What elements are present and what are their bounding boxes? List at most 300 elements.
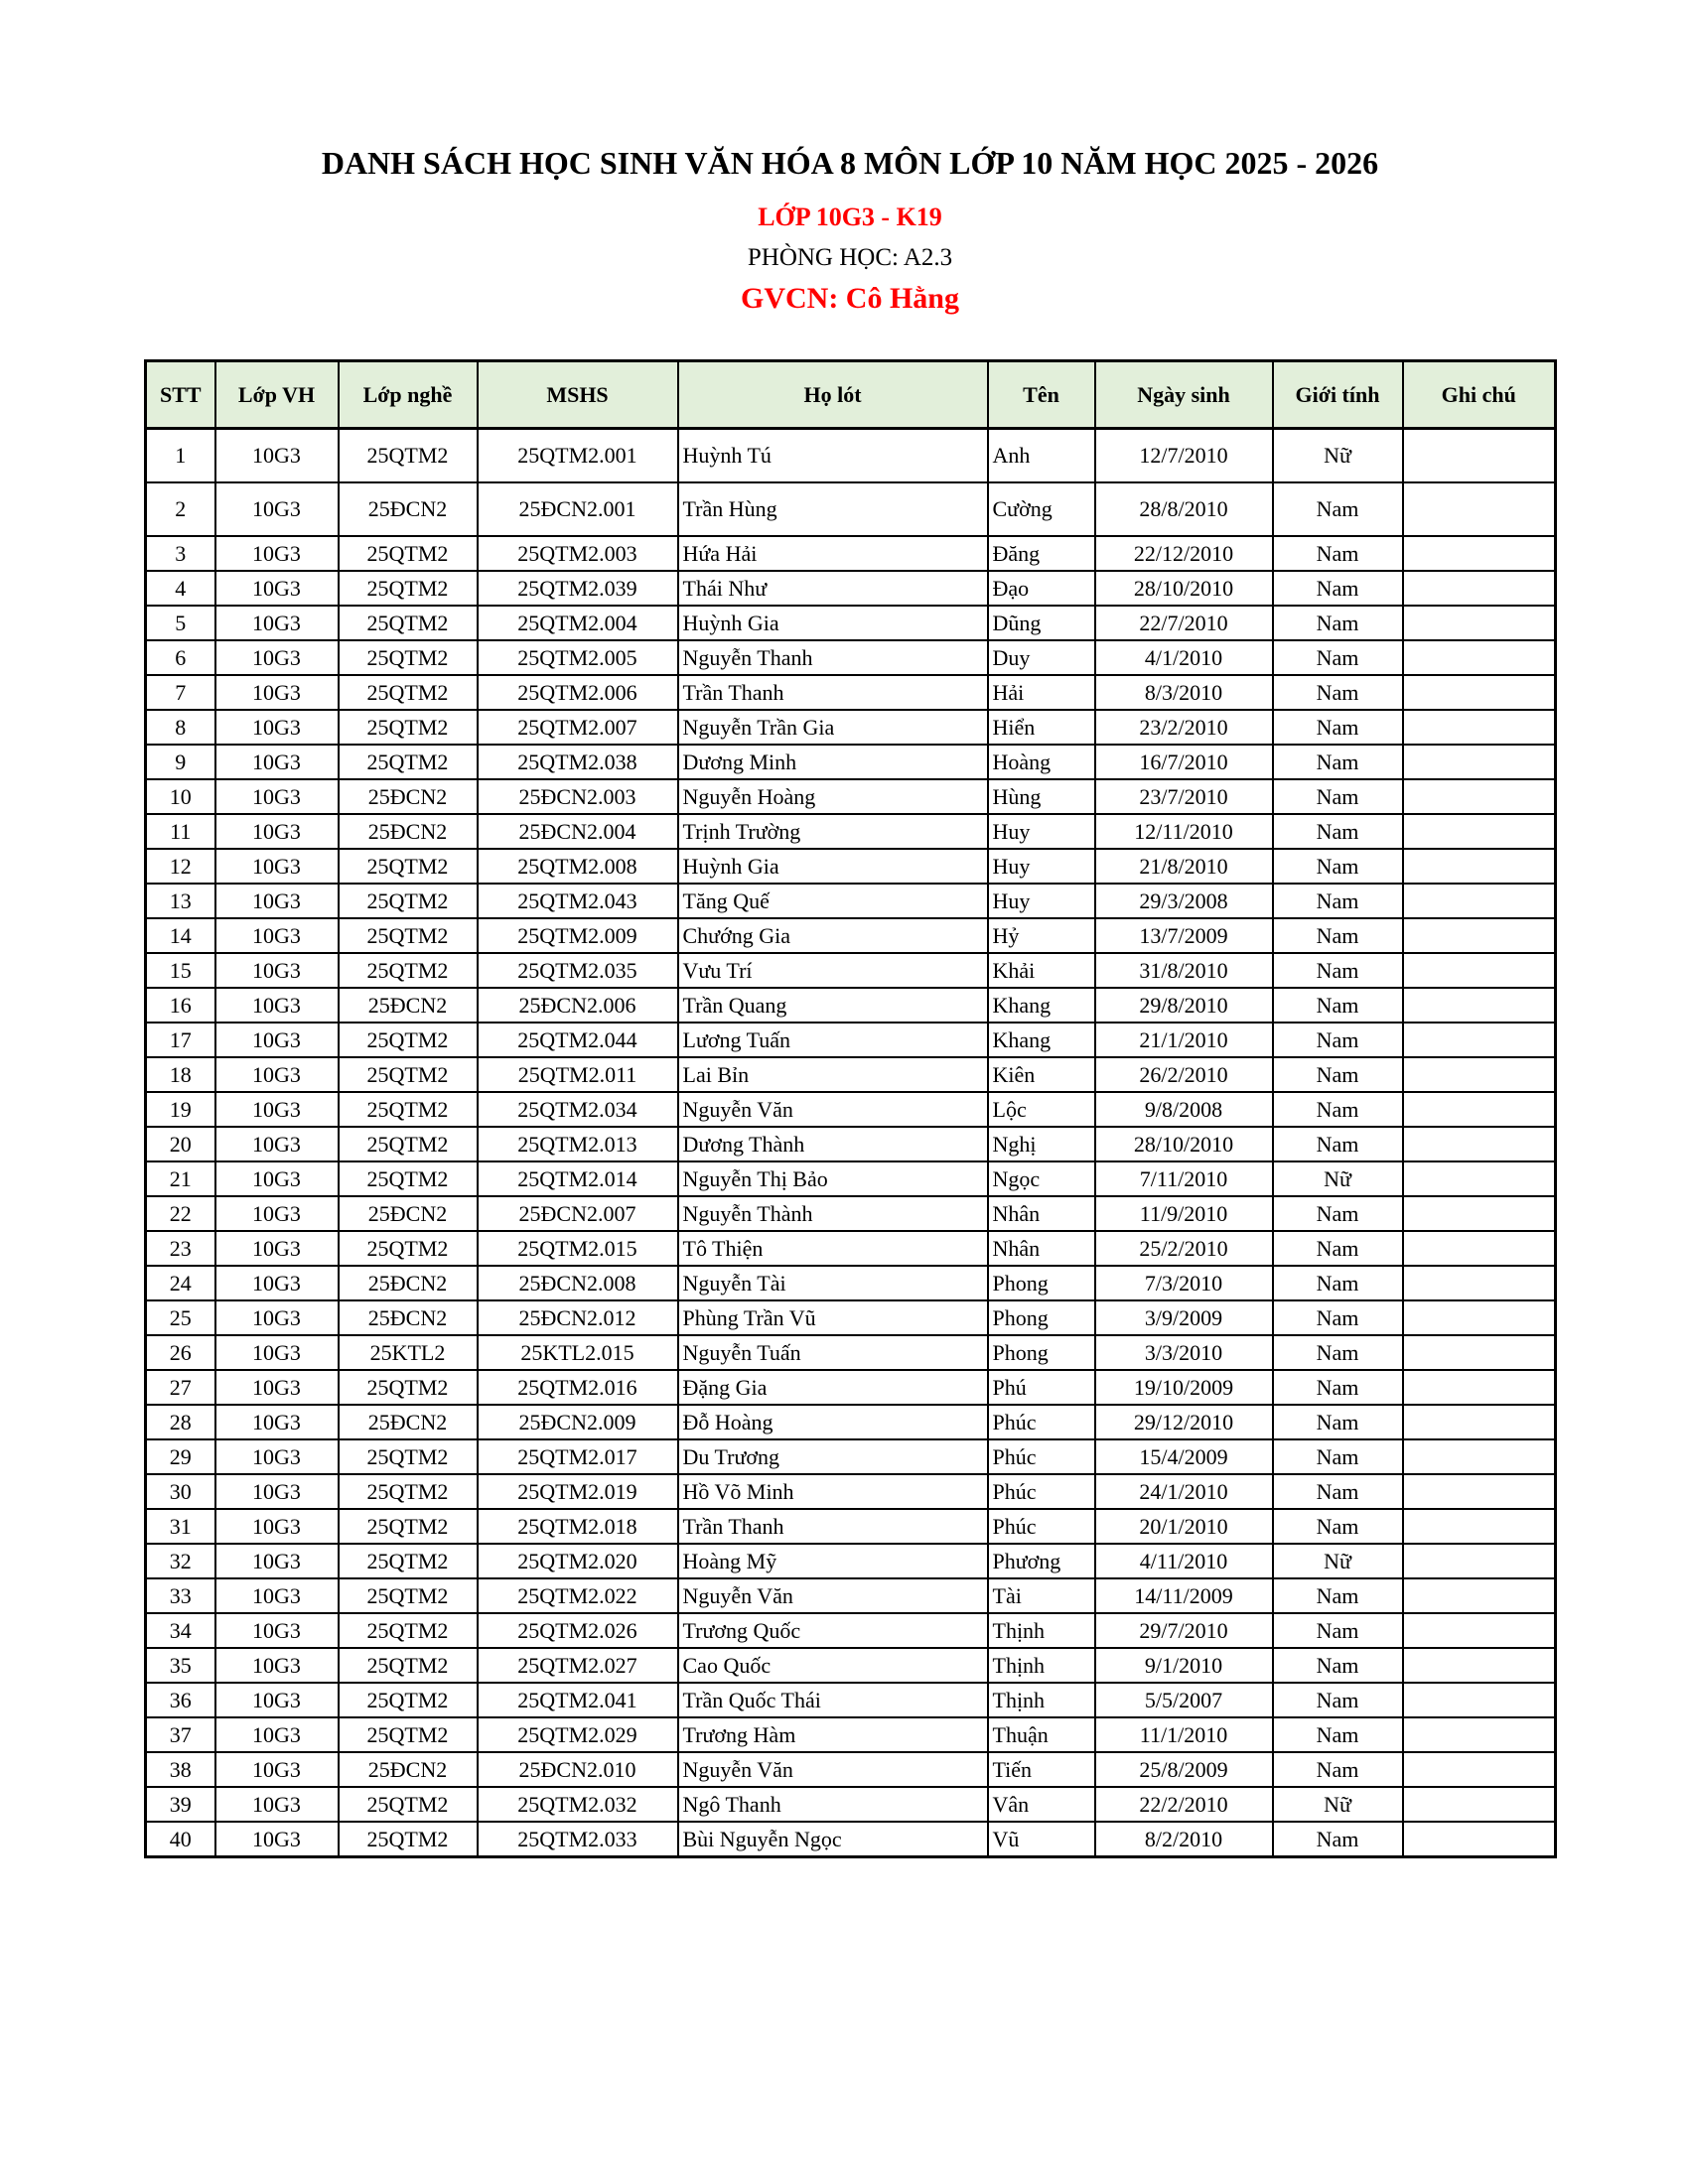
cell-lop-nghe: 25QTM2 [339, 1509, 478, 1544]
room-subtitle: PHÒNG HỌC: A2.3 [747, 244, 953, 271]
cell-ho-lot: Huỳnh Gia [678, 849, 988, 884]
cell-lop-nghe: 25ĐCN2 [339, 1196, 478, 1231]
cell-ghi-chu [1403, 814, 1556, 849]
cell-gioi-tinh: Nam [1273, 1023, 1403, 1057]
cell-lop-nghe: 25ĐCN2 [339, 1405, 478, 1439]
cell-ngay-sinh: 29/12/2010 [1095, 1405, 1273, 1439]
cell-lop-nghe: 25QTM2 [339, 429, 478, 483]
cell-gioi-tinh: Nam [1273, 1509, 1403, 1544]
cell-mshs: 25QTM2.041 [478, 1683, 678, 1717]
cell-gioi-tinh: Nam [1273, 1057, 1403, 1092]
cell-mshs: 25QTM2.005 [478, 640, 678, 675]
cell-lop-vh: 10G3 [215, 1092, 339, 1127]
cell-lop-vh: 10G3 [215, 779, 339, 814]
cell-stt: 23 [146, 1231, 215, 1266]
cell-ngay-sinh: 11/1/2010 [1095, 1717, 1273, 1752]
cell-ghi-chu [1403, 571, 1556, 606]
cell-lop-vh: 10G3 [215, 429, 339, 483]
cell-ten: Duy [988, 640, 1095, 675]
cell-lop-nghe: 25ĐCN2 [339, 814, 478, 849]
cell-lop-vh: 10G3 [215, 1822, 339, 1857]
column-header-ghi-chu: Ghi chú [1403, 361, 1556, 429]
table-row [146, 849, 1556, 884]
cell-ten: Phúc [988, 1405, 1095, 1439]
cell-ten: Huy [988, 814, 1095, 849]
cell-ngay-sinh: 25/8/2009 [1095, 1752, 1273, 1787]
cell-lop-vh: 10G3 [215, 1509, 339, 1544]
cell-ten: Phong [988, 1266, 1095, 1300]
cell-stt: 24 [146, 1266, 215, 1300]
cell-mshs: 25KTL2.015 [478, 1335, 678, 1370]
cell-ngay-sinh: 7/11/2010 [1095, 1161, 1273, 1196]
cell-ghi-chu [1403, 1023, 1556, 1057]
cell-ngay-sinh: 16/7/2010 [1095, 745, 1273, 779]
cell-ngay-sinh: 22/12/2010 [1095, 536, 1273, 571]
cell-gioi-tinh: Nam [1273, 1683, 1403, 1717]
cell-mshs: 25QTM2.018 [478, 1509, 678, 1544]
cell-ngay-sinh: 12/11/2010 [1095, 814, 1273, 849]
cell-ho-lot: Trần Quốc Thái [678, 1683, 988, 1717]
cell-ho-lot: Nguyễn Tuấn [678, 1335, 988, 1370]
table-row [146, 814, 1556, 849]
cell-gioi-tinh: Nữ [1273, 1544, 1403, 1578]
cell-gioi-tinh: Nữ [1273, 429, 1403, 483]
cell-lop-vh: 10G3 [215, 536, 339, 571]
cell-ghi-chu [1403, 779, 1556, 814]
cell-mshs: 25QTM2.004 [478, 606, 678, 640]
cell-lop-nghe: 25QTM2 [339, 1822, 478, 1857]
cell-ten: Nhân [988, 1231, 1095, 1266]
cell-ghi-chu [1403, 1092, 1556, 1127]
cell-gioi-tinh: Nam [1273, 1266, 1403, 1300]
cell-gioi-tinh: Nam [1273, 1092, 1403, 1127]
cell-ho-lot: Huỳnh Tú [678, 429, 988, 483]
cell-gioi-tinh: Nam [1273, 536, 1403, 571]
cell-ngay-sinh: 26/2/2010 [1095, 1057, 1273, 1092]
cell-lop-nghe: 25QTM2 [339, 1057, 478, 1092]
cell-ten: Anh [988, 429, 1095, 483]
document-title: DANH SÁCH HỌC SINH VĂN HÓA 8 MÔN LỚP 10 NĂM HỌC 2025 - 2026 [321, 145, 1379, 181]
cell-lop-nghe: 25QTM2 [339, 1787, 478, 1822]
cell-ho-lot: Du Trương [678, 1439, 988, 1474]
column-header-mshs: MSHS [478, 361, 678, 429]
table-row [146, 1092, 1556, 1127]
table-row [146, 779, 1556, 814]
cell-stt: 8 [146, 710, 215, 745]
cell-ghi-chu [1403, 1683, 1556, 1717]
cell-ten: Hiển [988, 710, 1095, 745]
cell-ghi-chu [1403, 1787, 1556, 1822]
cell-gioi-tinh: Nam [1273, 814, 1403, 849]
cell-ghi-chu [1403, 1231, 1556, 1266]
cell-ghi-chu [1403, 953, 1556, 988]
cell-gioi-tinh: Nam [1273, 1752, 1403, 1787]
cell-ngay-sinh: 23/7/2010 [1095, 779, 1273, 814]
cell-ghi-chu [1403, 606, 1556, 640]
cell-lop-vh: 10G3 [215, 1335, 339, 1370]
cell-lop-vh: 10G3 [215, 1127, 339, 1161]
table-row [146, 1752, 1556, 1787]
cell-ngay-sinh: 14/11/2009 [1095, 1578, 1273, 1613]
cell-ngay-sinh: 8/3/2010 [1095, 675, 1273, 710]
cell-ngay-sinh: 25/2/2010 [1095, 1231, 1273, 1266]
cell-stt: 14 [146, 918, 215, 953]
cell-lop-vh: 10G3 [215, 482, 339, 536]
cell-lop-vh: 10G3 [215, 1613, 339, 1648]
cell-ngay-sinh: 28/8/2010 [1095, 482, 1273, 536]
table-row [146, 571, 1556, 606]
cell-lop-vh: 10G3 [215, 1266, 339, 1300]
cell-lop-vh: 10G3 [215, 1231, 339, 1266]
table-row [146, 1405, 1556, 1439]
cell-lop-nghe: 25QTM2 [339, 918, 478, 953]
cell-gioi-tinh: Nam [1273, 482, 1403, 536]
cell-ngay-sinh: 24/1/2010 [1095, 1474, 1273, 1509]
table-row [146, 1057, 1556, 1092]
cell-ho-lot: Nguyễn Thị Bảo [678, 1161, 988, 1196]
column-header-ten: Tên [988, 361, 1095, 429]
column-header-ngay-sinh: Ngày sinh [1095, 361, 1273, 429]
cell-gioi-tinh: Nam [1273, 710, 1403, 745]
cell-ho-lot: Trương Hàm [678, 1717, 988, 1752]
table-row [146, 1613, 1556, 1648]
table-row [146, 1648, 1556, 1683]
cell-ten: Khang [988, 1023, 1095, 1057]
cell-mshs: 25QTM2.019 [478, 1474, 678, 1509]
cell-ho-lot: Huỳnh Gia [678, 606, 988, 640]
cell-gioi-tinh: Nam [1273, 1127, 1403, 1161]
cell-mshs: 25QTM2.035 [478, 953, 678, 988]
cell-stt: 4 [146, 571, 215, 606]
cell-stt: 11 [146, 814, 215, 849]
cell-ghi-chu [1403, 1370, 1556, 1405]
cell-mshs: 25ĐCN2.012 [478, 1300, 678, 1335]
cell-ten: Nghị [988, 1127, 1095, 1161]
cell-lop-nghe: 25QTM2 [339, 1370, 478, 1405]
cell-mshs: 25QTM2.011 [478, 1057, 678, 1092]
cell-gioi-tinh: Nam [1273, 1439, 1403, 1474]
cell-gioi-tinh: Nam [1273, 1648, 1403, 1683]
cell-mshs: 25QTM2.017 [478, 1439, 678, 1474]
cell-ghi-chu [1403, 1648, 1556, 1683]
cell-ngay-sinh: 4/11/2010 [1095, 1544, 1273, 1578]
cell-ghi-chu [1403, 884, 1556, 918]
cell-ten: Dũng [988, 606, 1095, 640]
cell-stt: 30 [146, 1474, 215, 1509]
cell-mshs: 25QTM2.014 [478, 1161, 678, 1196]
cell-ngay-sinh: 23/2/2010 [1095, 710, 1273, 745]
table-row [146, 745, 1556, 779]
cell-stt: 27 [146, 1370, 215, 1405]
cell-mshs: 25QTM2.032 [478, 1787, 678, 1822]
cell-ho-lot: Hoàng Mỹ [678, 1544, 988, 1578]
cell-ghi-chu [1403, 675, 1556, 710]
cell-lop-nghe: 25QTM2 [339, 1613, 478, 1648]
cell-gioi-tinh: Nữ [1273, 1787, 1403, 1822]
cell-ngay-sinh: 12/7/2010 [1095, 429, 1273, 483]
cell-lop-nghe: 25ĐCN2 [339, 1266, 478, 1300]
cell-lop-vh: 10G3 [215, 1578, 339, 1613]
table-row [146, 1683, 1556, 1717]
cell-gioi-tinh: Nam [1273, 606, 1403, 640]
cell-gioi-tinh: Nam [1273, 849, 1403, 884]
table-row [146, 1023, 1556, 1057]
cell-ten: Hoàng [988, 745, 1095, 779]
cell-lop-vh: 10G3 [215, 745, 339, 779]
cell-lop-vh: 10G3 [215, 1544, 339, 1578]
cell-stt: 19 [146, 1092, 215, 1127]
cell-mshs: 25QTM2.009 [478, 918, 678, 953]
cell-lop-nghe: 25QTM2 [339, 710, 478, 745]
cell-ho-lot: Lương Tuấn [678, 1023, 988, 1057]
cell-gioi-tinh: Nam [1273, 571, 1403, 606]
cell-mshs: 25ĐCN2.007 [478, 1196, 678, 1231]
table-row [146, 1231, 1556, 1266]
cell-ho-lot: Hứa Hải [678, 536, 988, 571]
table-row [146, 953, 1556, 988]
cell-lop-nghe: 25QTM2 [339, 1161, 478, 1196]
cell-ho-lot: Cao Quốc [678, 1648, 988, 1683]
cell-ten: Thuận [988, 1717, 1095, 1752]
cell-gioi-tinh: Nam [1273, 745, 1403, 779]
cell-stt: 20 [146, 1127, 215, 1161]
cell-gioi-tinh: Nam [1273, 1335, 1403, 1370]
cell-mshs: 25QTM2.039 [478, 571, 678, 606]
cell-stt: 21 [146, 1161, 215, 1196]
cell-mshs: 25QTM2.029 [478, 1717, 678, 1752]
cell-ten: Hùng [988, 779, 1095, 814]
cell-ngay-sinh: 4/1/2010 [1095, 640, 1273, 675]
cell-lop-vh: 10G3 [215, 1717, 339, 1752]
cell-gioi-tinh: Nam [1273, 1822, 1403, 1857]
cell-lop-vh: 10G3 [215, 606, 339, 640]
cell-ghi-chu [1403, 918, 1556, 953]
cell-gioi-tinh: Nam [1273, 988, 1403, 1023]
cell-lop-nghe: 25QTM2 [339, 1023, 478, 1057]
cell-lop-vh: 10G3 [215, 1023, 339, 1057]
cell-ngay-sinh: 28/10/2010 [1095, 571, 1273, 606]
table-row [146, 482, 1556, 536]
column-header-stt: STT [146, 361, 215, 429]
cell-gioi-tinh: Nam [1273, 640, 1403, 675]
cell-stt: 9 [146, 745, 215, 779]
cell-ten: Huy [988, 884, 1095, 918]
table-row [146, 988, 1556, 1023]
table-row [146, 1544, 1556, 1578]
cell-stt: 18 [146, 1057, 215, 1092]
table-row [146, 1474, 1556, 1509]
cell-stt: 1 [146, 429, 215, 483]
cell-stt: 28 [146, 1405, 215, 1439]
cell-lop-vh: 10G3 [215, 1439, 339, 1474]
cell-lop-vh: 10G3 [215, 918, 339, 953]
cell-ten: Phương [988, 1544, 1095, 1578]
cell-ho-lot: Bùi Nguyễn Ngọc [678, 1822, 988, 1857]
table-row [146, 918, 1556, 953]
cell-ngay-sinh: 3/3/2010 [1095, 1335, 1273, 1370]
cell-ghi-chu [1403, 1439, 1556, 1474]
cell-ten: Phú [988, 1370, 1095, 1405]
column-header-gioi-tinh: Giới tính [1273, 361, 1403, 429]
cell-ho-lot: Nguyễn Thành [678, 1196, 988, 1231]
table-header-row [146, 361, 1556, 429]
column-header-ho-lot: Họ lót [678, 361, 988, 429]
cell-ghi-chu [1403, 429, 1556, 483]
cell-stt: 29 [146, 1439, 215, 1474]
cell-ghi-chu [1403, 1127, 1556, 1161]
table-row [146, 1717, 1556, 1752]
cell-mshs: 25QTM2.034 [478, 1092, 678, 1127]
cell-ghi-chu [1403, 745, 1556, 779]
cell-lop-nghe: 25QTM2 [339, 640, 478, 675]
cell-mshs: 25ĐCN2.010 [478, 1752, 678, 1787]
cell-ten: Thịnh [988, 1683, 1095, 1717]
cell-ngay-sinh: 21/8/2010 [1095, 849, 1273, 884]
table-row [146, 1578, 1556, 1613]
cell-gioi-tinh: Nam [1273, 884, 1403, 918]
cell-gioi-tinh: Nam [1273, 1578, 1403, 1613]
cell-mshs: 25ĐCN2.008 [478, 1266, 678, 1300]
cell-ho-lot: Đặng Gia [678, 1370, 988, 1405]
cell-ho-lot: Trần Thanh [678, 1509, 988, 1544]
cell-gioi-tinh: Nam [1273, 953, 1403, 988]
cell-stt: 34 [146, 1613, 215, 1648]
cell-ngay-sinh: 28/10/2010 [1095, 1127, 1273, 1161]
cell-ten: Vân [988, 1787, 1095, 1822]
cell-gioi-tinh: Nam [1273, 1196, 1403, 1231]
cell-lop-vh: 10G3 [215, 1648, 339, 1683]
table-row [146, 675, 1556, 710]
cell-ho-lot: Đỗ Hoàng [678, 1405, 988, 1439]
table-row [146, 1822, 1556, 1857]
cell-mshs: 25QTM2.026 [478, 1613, 678, 1648]
cell-stt: 16 [146, 988, 215, 1023]
table-row [146, 429, 1556, 483]
cell-ghi-chu [1403, 988, 1556, 1023]
cell-lop-vh: 10G3 [215, 675, 339, 710]
cell-gioi-tinh: Nam [1273, 1405, 1403, 1439]
cell-mshs: 25QTM2.043 [478, 884, 678, 918]
cell-ngay-sinh: 19/10/2009 [1095, 1370, 1273, 1405]
cell-mshs: 25ĐCN2.004 [478, 814, 678, 849]
cell-ho-lot: Nguyễn Hoàng [678, 779, 988, 814]
cell-lop-nghe: 25KTL2 [339, 1335, 478, 1370]
cell-lop-nghe: 25QTM2 [339, 1717, 478, 1752]
cell-mshs: 25QTM2.027 [478, 1648, 678, 1683]
cell-ghi-chu [1403, 1161, 1556, 1196]
cell-ngay-sinh: 8/2/2010 [1095, 1822, 1273, 1857]
cell-mshs: 25ĐCN2.009 [478, 1405, 678, 1439]
cell-ngay-sinh: 29/7/2010 [1095, 1613, 1273, 1648]
cell-lop-vh: 10G3 [215, 1405, 339, 1439]
cell-ten: Phúc [988, 1474, 1095, 1509]
cell-ho-lot: Phùng Trần Vũ [678, 1300, 988, 1335]
cell-gioi-tinh: Nam [1273, 1370, 1403, 1405]
table-row [146, 1787, 1556, 1822]
cell-mshs: 25ĐCN2.001 [478, 482, 678, 536]
class-subtitle: LỚP 10G3 - K19 [758, 203, 942, 231]
cell-lop-vh: 10G3 [215, 1474, 339, 1509]
cell-lop-vh: 10G3 [215, 988, 339, 1023]
cell-stt: 37 [146, 1717, 215, 1752]
cell-ho-lot: Tô Thiện [678, 1231, 988, 1266]
cell-ten: Kiên [988, 1057, 1095, 1092]
cell-lop-vh: 10G3 [215, 1196, 339, 1231]
cell-lop-nghe: 25QTM2 [339, 606, 478, 640]
cell-lop-vh: 10G3 [215, 1161, 339, 1196]
cell-stt: 6 [146, 640, 215, 675]
cell-ghi-chu [1403, 1335, 1556, 1370]
cell-gioi-tinh: Nam [1273, 1231, 1403, 1266]
cell-mshs: 25QTM2.020 [478, 1544, 678, 1578]
cell-ho-lot: Vưu Trí [678, 953, 988, 988]
cell-ten: Tài [988, 1578, 1095, 1613]
cell-ngay-sinh: 9/1/2010 [1095, 1648, 1273, 1683]
cell-lop-vh: 10G3 [215, 849, 339, 884]
cell-mshs: 25QTM2.006 [478, 675, 678, 710]
cell-ho-lot: Trịnh Trường [678, 814, 988, 849]
cell-gioi-tinh: Nam [1273, 1300, 1403, 1335]
table-row [146, 884, 1556, 918]
cell-stt: 33 [146, 1578, 215, 1613]
cell-ngay-sinh: 29/3/2008 [1095, 884, 1273, 918]
cell-lop-nghe: 25QTM2 [339, 745, 478, 779]
cell-ten: Đăng [988, 536, 1095, 571]
cell-ho-lot: Thái Như [678, 571, 988, 606]
cell-ho-lot: Lai Bỉn [678, 1057, 988, 1092]
cell-lop-vh: 10G3 [215, 1787, 339, 1822]
cell-lop-vh: 10G3 [215, 1752, 339, 1787]
cell-lop-nghe: 25QTM2 [339, 571, 478, 606]
student-table [144, 359, 1557, 1858]
cell-ho-lot: Nguyễn Thanh [678, 640, 988, 675]
cell-stt: 13 [146, 884, 215, 918]
cell-lop-nghe: 25ĐCN2 [339, 482, 478, 536]
cell-lop-nghe: 25ĐCN2 [339, 1752, 478, 1787]
cell-ten: Khải [988, 953, 1095, 988]
cell-lop-vh: 10G3 [215, 814, 339, 849]
cell-stt: 22 [146, 1196, 215, 1231]
cell-ten: Thịnh [988, 1648, 1095, 1683]
cell-stt: 15 [146, 953, 215, 988]
cell-ho-lot: Nguyễn Trần Gia [678, 710, 988, 745]
cell-gioi-tinh: Nam [1273, 675, 1403, 710]
cell-ten: Phong [988, 1300, 1095, 1335]
cell-ten: Đạo [988, 571, 1095, 606]
cell-ho-lot: Trần Hùng [678, 482, 988, 536]
cell-stt: 10 [146, 779, 215, 814]
cell-ten: Hải [988, 675, 1095, 710]
cell-mshs: 25QTM2.038 [478, 745, 678, 779]
cell-stt: 5 [146, 606, 215, 640]
cell-mshs: 25QTM2.044 [478, 1023, 678, 1057]
cell-stt: 26 [146, 1335, 215, 1370]
cell-mshs: 25ĐCN2.003 [478, 779, 678, 814]
cell-ngay-sinh: 3/9/2009 [1095, 1300, 1273, 1335]
cell-lop-vh: 10G3 [215, 1300, 339, 1335]
cell-ghi-chu [1403, 482, 1556, 536]
cell-lop-nghe: 25QTM2 [339, 884, 478, 918]
cell-ngay-sinh: 13/7/2009 [1095, 918, 1273, 953]
table-row [146, 1370, 1556, 1405]
cell-ghi-chu [1403, 1822, 1556, 1857]
cell-ghi-chu [1403, 1057, 1556, 1092]
cell-stt: 32 [146, 1544, 215, 1578]
cell-ghi-chu [1403, 1405, 1556, 1439]
cell-ten: Ngọc [988, 1161, 1095, 1196]
cell-lop-nghe: 25QTM2 [339, 849, 478, 884]
cell-mshs: 25QTM2.016 [478, 1370, 678, 1405]
